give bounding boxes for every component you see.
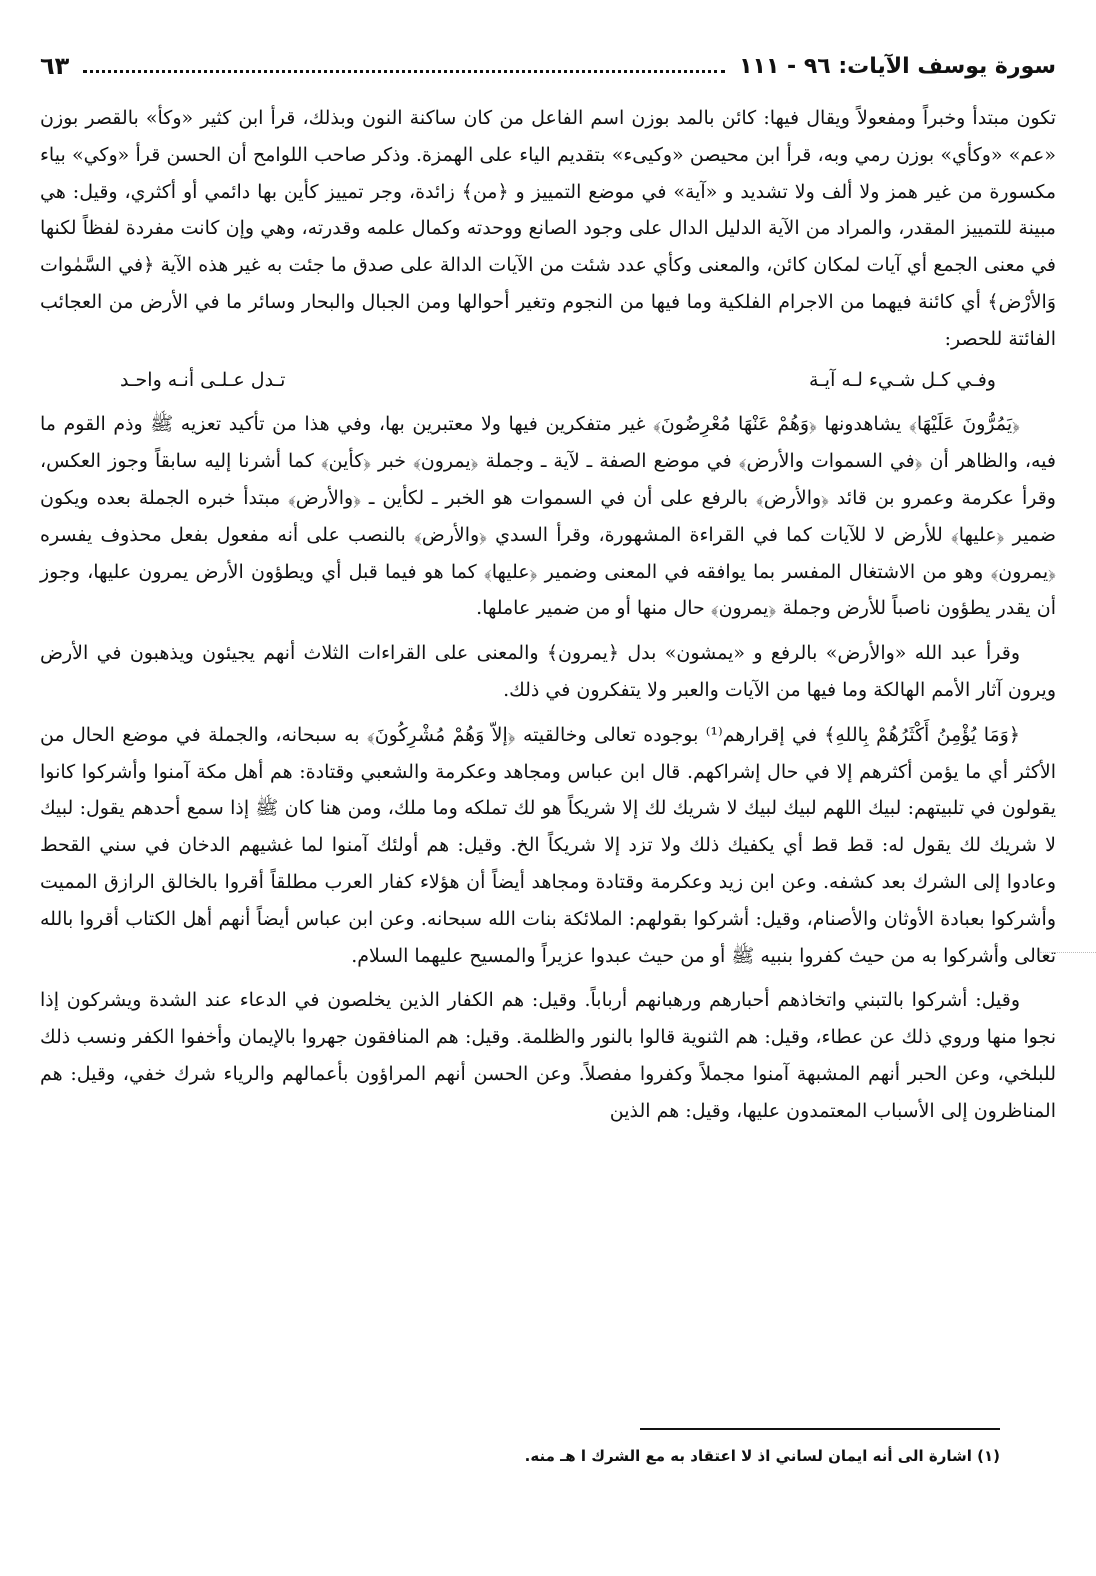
verse-right-hemistich: وفـي كـل شـيء لـه آيـة [809, 368, 996, 391]
page-number: ٦٣ [40, 52, 70, 80]
verse-left-hemistich: تـدل عـلـى أنـه واحـد [120, 368, 286, 391]
scan-artifact-line [1040, 952, 1096, 953]
footnote: (١) اشارة الى أنه ايمان لساني اذ لا اعتقاد به مع الشرك ا هـ منه. [524, 1447, 1000, 1465]
paragraph-5: وقيل: أشركوا بالتبني واتخاذهم أحبارهم ورهبانهم أرباباً. وقيل: هم الكفار الذين يخلصون في الدعاء عند الشدة ويشركون إذا نجوا منها وروي ذلك عن عطاء، وقيل: هم الثنوية قالوا بالنور والظلمة. وقيل: هم المنافقون جهروا بالإيمان وأخفوا الكفر ونسب ذلك للبلخي، وعن الحبر أنهم المشبهة آمنوا مجملاً وكفروا مفصلاً. وعن الحسن أنهم المراؤون بأعمالهم والرياء شرك خفي، وقيل: هم المناظرون إلى الأسباب المعتمدون عليها، وقيل: هم الذين [40, 989, 1056, 1122]
main-text [40, 100, 1056, 1130]
paragraph-2: ﴿يَمُرُّونَ عَلَيْهَا﴾ يشاهدونها ﴿وَهُمْ عَنْهَا مُعْرِضُونَ﴾ غير متفكرين فيها ولا معتبرين بها، وفي هذا من تأكيد تعزيه ﷺ وذم القوم ما فيه، والظاهر أن ﴿في السموات والأرض﴾ في موضع الصفة ـ لآية ـ وجملة ﴿يمرون﴾ خبر ﴿كأين﴾ كما أشرنا إليه سابقاً وجوز العكس، وقرأ عكرمة وعمرو بن قائد ﴿والأرض﴾ بالرفع على أن في السموات هو الخبر ـ لكأين ـ ﴿والأرض﴾ مبتدأ خبره الجملة بعده ويكون ضمير ﴿عليها﴾ للأرض لا للآيات كما في القراءة المشهورة، وقرأ السدي ﴿والأرض﴾ بالنصب على أنه مفعول بفعل محذوف يفسره ﴿يمرون﴾ وهو من الاشتغال المفسر بما يوافقه في المعنى وضمير ﴿عليها﴾ كما هو فيما قبل أي ويطؤون الأرض يمرون عليها، وجوز أن يقدر يطؤون ناصباً للأرض وجملة ﴿يمرون﴾ حال منها أو من ضمير عاملها. [40, 413, 1056, 620]
surah-title: سورة يوسف الآيات: ٩٦ - ١١١ [739, 53, 1056, 79]
poetry-verse [40, 362, 1056, 399]
running-header [40, 40, 1056, 92]
paragraph-1: تكون مبتدأ وخبراً ومفعولاً ويقال فيها: كائن بالمد بوزن اسم الفاعل من كان ساكنة النون وبذلك، قرأ ابن كثير «وكأ» بالقصر بوزن «عم» «وكأي» بوزن رمي وبه، قرأ ابن محيصن «وكيىء» بتقديم الياء على الهمزة. وذكر صاحب اللوامح أن الحسن قرأ «وكي» بياء مكسورة من غير همز ولا ألف ولا تشديد و «آية» في موضع التمييز و ﴿من﴾ زائدة، وجر تمييز كأين بها دائمي أو أكثري، وقيل: هي مبينة للتمييز المقدر، والمراد من الآية الدليل الدال على وجود الصانع ووحدته وكمال علمه وقدرته، وهي وإن كانت مفردة لفظاً لكنها في معنى الجمع أي آيات لمكان كائن، والمعنى وكأي عدد شئت من الآيات الدالة على صدق ما جئت به غير هذه الآية ﴿في السَّمٰوات وَالأرْض﴾ أي كائنة فيهما من الاجرام الفلكية وما فيها من النجوم وتغير أحوالها ومن الجبال والبحار وسائر ما في الأرض من العجائب الفائتة للحصر: [40, 107, 1056, 350]
header-leader-dots [83, 70, 725, 73]
footnote-rule [640, 1428, 1000, 1430]
paragraph-4: ﴿وَمَا يُؤْمِنُ أَكْثَرُهُمْ بِاللهِ﴾ في إقرارهم⁽¹⁾ بوجوده تعالى وخالقيته ﴿إلاّ وَهُمْ مُشْرِكُونَ﴾ به سبحانه، والجملة في موضع الحال من الأكثر أي ما يؤمن أكثرهم إلا في حال إشراكهم. قال ابن عباس ومجاهد وعكرمة والشعبي وقتادة: هم أهل مكة آمنوا وأشركوا كانوا يقولون في تلبيتهم: لبيك اللهم لبيك لبيك لا شريك لك إلا شريكاً هو لك تملكه وما ملك، ومن هنا كان ﷺ إذا سمع أحدهم يقول: لبيك لا شريك لك يقول له: قط قط أي يكفيك ذلك ولا تزد إلا شريكاً الخ. وقيل: هم أولئك آمنوا لما غشيهم الدخان في سني القحط وعادوا إلى الشرك بعد كشفه. وعن ابن زيد وعكرمة وقتادة ومجاهد أيضاً أن هؤلاء كفار العرب مطلقاً أقروا بالخالق الرازق المميت وأشركوا بعبادة الأوثان والأصنام، وقيل: أشركوا بقولهم: الملائكة بنات الله سبحانه. وعن ابن عباس أيضاً أنهم أهل الكتاب أقروا بالله تعالى وأشركوا به من حيث كفروا بنبيه ﷺ أو من حيث عبدوا عزيراً والمسيح عليهما السلام. [40, 723, 1057, 967]
paragraph-3: وقرأ عبد الله «والأرض» بالرفع و «يمشون» بدل ﴿يمرون﴾ والمعنى على القراءات الثلاث أنهم يجيئون ويذهبون في الأرض ويرون آثار الأمم الهالكة وما فيها من الآيات والعبر ولا يتفكرون في ذلك. [40, 642, 1056, 701]
